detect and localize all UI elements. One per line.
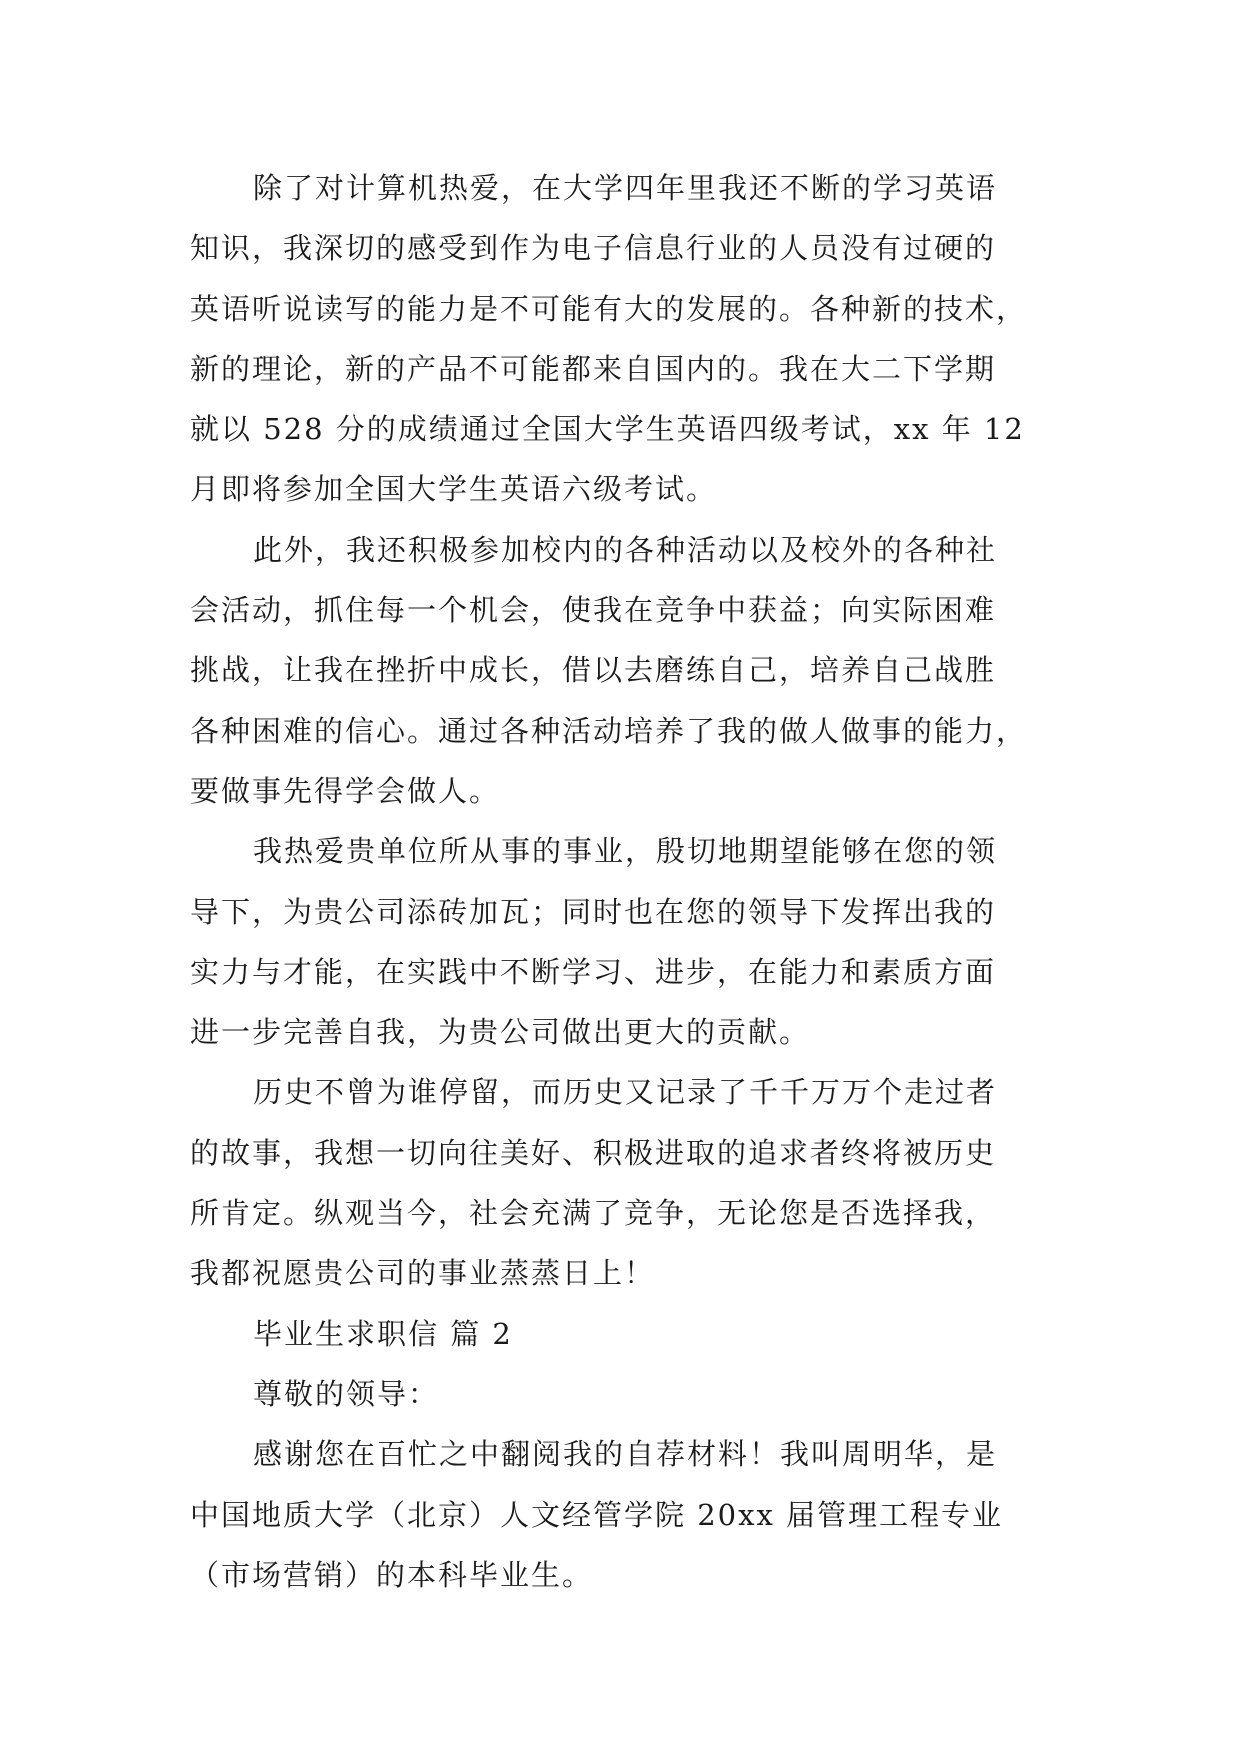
text-line: 中国地质大学（北京）人文经管学院 20xx 届管理工程专业 — [190, 1497, 1004, 1532]
text-line: 历史不曾为谁停留，而历史又记录了千千万万个走过者 — [253, 1075, 998, 1110]
text-line: 进一步完善自我，为贵公司做出更大的贡献。 — [190, 1015, 811, 1050]
text-line: 要做事先得学会做人。 — [190, 773, 501, 808]
text-line: 月即将参加全国大学生英语六级考试。 — [190, 472, 718, 507]
text-line: 实力与才能，在实践中不断学习、进步，在能力和素质方面 — [190, 954, 997, 989]
text-line: 的故事，我想一切向往美好、积极进取的追求者终将被历史 — [190, 1135, 997, 1170]
text-line: 就以 528 分的成绩通过全国大学生英语四级考试，xx 年 12 — [190, 412, 1025, 447]
text-line: 我都祝愿贵公司的事业蒸蒸日上！ — [190, 1256, 656, 1291]
text-line: 新的理论，新的产品不可能都来自国内的。我在大二下学期 — [190, 351, 997, 386]
text-line: 我热爱贵单位所从事的事业，殷切地期望能够在您的领 — [253, 834, 998, 869]
salutation: 尊敬的领导： — [253, 1376, 440, 1411]
section-heading: 毕业生求职信 篇 2 — [253, 1316, 513, 1351]
text-line: 英语听说读写的能力是不可能有大的发展的。各种新的技术， — [190, 291, 1028, 326]
text-line: 会活动，抓住每一个机会，使我在竞争中获益；向实际困难 — [190, 593, 997, 628]
text-line: 所肯定。纵观当今，社会充满了竞争，无论您是否选择我， — [190, 1196, 997, 1231]
text-line: （市场营销）的本科毕业生。 — [190, 1557, 594, 1592]
text-line: 知识，我深切的感受到作为电子信息行业的人员没有过硬的 — [190, 231, 997, 266]
text-line: 除了对计算机热爱，在大学四年里我还不断的学习英语 — [253, 171, 998, 205]
text-line: 感谢您在百忙之中翻阅我的自荐材料！我叫周明华，是 — [253, 1437, 998, 1472]
document-body — [190, 158, 1050, 1605]
text-line: 各种困难的信心。通过各种活动培养了我的做人做事的能力， — [190, 713, 1028, 748]
text-line: 挑战，让我在挫折中成长，借以去磨练自己，培养自己战胜 — [190, 653, 997, 688]
text-line: 此外，我还积极参加校内的各种活动以及校外的各种社 — [253, 532, 998, 567]
text-line: 导下，为贵公司添砖加瓦；同时也在您的领导下发挥出我的 — [190, 894, 997, 929]
